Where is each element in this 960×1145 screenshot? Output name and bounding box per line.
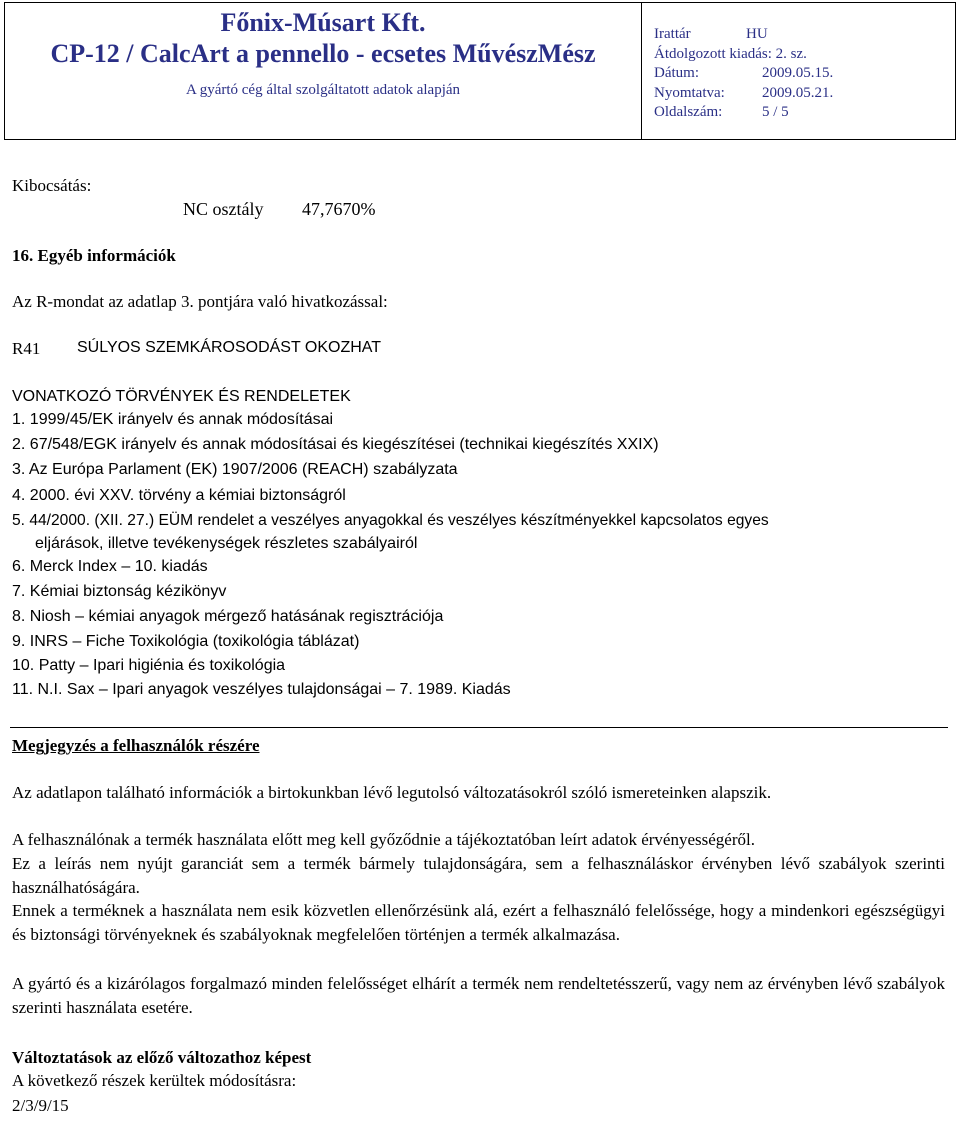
header-meta-block [654,25,833,123]
law-item: 6. Merck Index – 10. kiadás [12,558,208,575]
changes-subtitle: A következő részek kerültek módosításra: [12,1071,297,1090]
law-item: 9. INRS – Fiche Toxikológia (toxikológia táblázat) [12,633,360,650]
page-label: Oldalszám: [654,104,723,120]
notes-paragraph: Ez a leírás nem nyújt garanciát sem a termék bármely tulajdonságára, sem a felhasználáskor érvényben lévő szabályok szerinti használhatóságára. [12,854,945,897]
archive-value: HU [746,26,768,42]
section-divider [10,727,948,728]
notes-title: Megjegyzés a felhasználók részére [12,736,260,755]
product-name: CP-12 / CalcArt a pennello - ecsetes MűvészMész [50,39,596,68]
r-phrase-code: R41 [12,339,41,358]
page-value: 5 / 5 [762,104,789,120]
section-16-title: 16. Egyéb információk [12,246,176,265]
r-phrase-intro: Az R-mondat az adatlap 3. pontjára való hivatkozással: [12,292,388,311]
law-item: 7. Kémiai biztonság kézikönyv [12,583,227,600]
company-name: Főnix-Músart Kft. [220,8,426,37]
law-item: 3. Az Európa Parlament (EK) 1907/2006 (REACH) szabályzata [12,461,458,478]
document-header [4,2,956,140]
date-row [654,64,833,84]
archive-label: Irattár [654,26,691,42]
law-item: 5. 44/2000. (XII. 27.) EÜM rendelet a veszélyes anyagokkal és veszélyes készítményekkel kapcsolatos egyes [12,512,769,529]
revision-row: Átdolgozott kiadás: 2. sz. [654,45,807,62]
emission-label: Kibocsátás: [12,176,92,195]
changes-title: Változtatások az előző változathoz képest [12,1048,312,1067]
changes-value: 2/3/9/15 [12,1096,69,1115]
law-item: 8. Niosh – kémiai anyagok mérgező hatásának regisztrációja [12,608,444,625]
data-source-note: A gyártó cég által szolgáltatott adatok alapján [185,82,461,98]
print-label: Nyomtatva: [654,84,725,101]
law-item: 10. Patty – Ipari higiénia és toxikológia [12,657,286,674]
print-value: 2009.05.21. [762,84,834,101]
archive-row [654,25,833,45]
date-value: 2009.05.15. [762,65,834,81]
date-label: Dátum: [654,65,699,81]
nc-class-value: 47,7670% [302,199,376,219]
r-phrase-text: SÚLYOS SZEMKÁROSODÁST OKOZHAT [77,339,382,356]
nc-class-label: NC osztály [183,199,264,219]
law-item: 1. 1999/45/EK irányelv és annak módosításai [12,411,334,428]
print-row [654,84,833,104]
law-item-continuation: eljárások, illetve tevékenységek részletes szabályairól [35,535,418,552]
law-item: 11. N.I. Sax – Ipari anyagok veszélyes tulajdonságai – 7. 1989. Kiadás [12,681,511,698]
header-title-block [5,3,642,139]
law-item: 2. 67/548/EGK irányelv és annak módosításai és kiegészítései (technikai kiegészítés XXIX) [12,436,659,453]
laws-title: VONATKOZÓ TÖRVÉNYEK ÉS RENDELETEK [12,388,351,405]
notes-paragraph: A felhasználónak a termék használata előtt meg kell győződnie a tájékoztatóban leírt adatok érvényességéről. [12,830,755,849]
notes-paragraph: Ennek a terméknek a használata nem esik közvetlen ellenőrzésünk alá, ezért a felhasználó felelőssége, hogy a mindenkori egészségügyi és biztonsági törvényeknek és szabályoknak megfelelően történjen a termék alkalmazása. [12,901,945,944]
law-item: 4. 2000. évi XXV. törvény a kémiai biztonságról [12,487,346,504]
page-row [654,103,833,123]
notes-paragraph: A gyártó és a kizárólagos forgalmazó minden felelősséget elhárít a termék nem rendeltetésszerű, vagy nem az érvényben lévő szabályok szerinti használata esetére. [12,974,945,1017]
notes-paragraph: Az adatlapon található információk a birtokunkban lévő legutolsó változatásokról szóló ismereteinken alapszik. [12,783,772,802]
